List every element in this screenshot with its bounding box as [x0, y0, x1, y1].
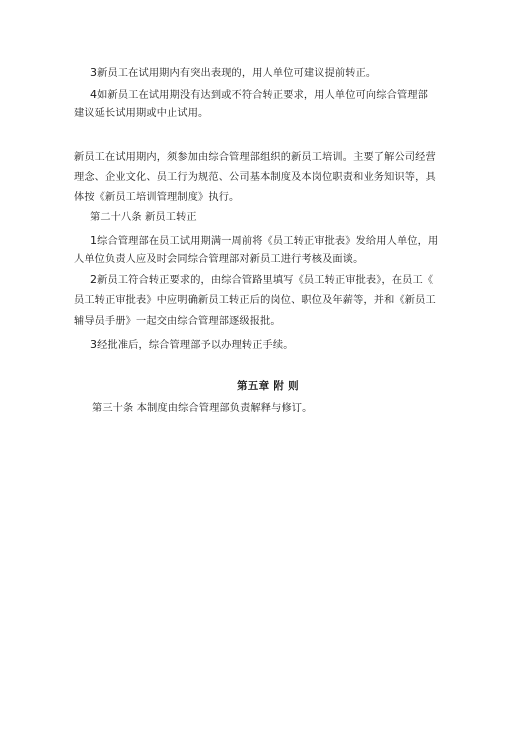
- a28-item-2-number: 2: [90, 273, 98, 286]
- article-30-text: 第三十条 本制度由综合管理部负责解释与修订。: [92, 403, 313, 414]
- a28-item-2-line-3: 辅导员手册》一起交由综合管理部逐级报批。: [74, 316, 281, 327]
- item-3-line: [90, 66, 376, 81]
- training-line-3: 体按《新员工培训管理制度》执行。: [74, 192, 240, 203]
- item-3-number: 3: [90, 66, 98, 79]
- item-4-number: 4: [90, 88, 98, 101]
- item-4-line-1: [90, 88, 428, 103]
- training-line-2: 理念、企业文化、员工行为规范、公司基本制度及本岗位职责和业务知识等，具: [74, 172, 436, 183]
- a28-item-3-line: [90, 338, 294, 353]
- a28-item-2-line-2: 员工转正审批表》中应明确新员工转正后的岗位、职位及年薪等，并和《新员工: [74, 295, 436, 306]
- a28-item-3-text: 经批准后，综合管理部予以办理转正手续。: [97, 340, 294, 351]
- item-4-text-1: 如新员工在试用期没有达到或不符合转正要求，用人单位可向综合管理部: [97, 90, 428, 101]
- a28-item-1-line-1: [90, 234, 438, 249]
- a28-item-1-number: 1: [90, 234, 98, 247]
- a28-item-2-line-1: [90, 273, 433, 288]
- a28-item-1-line-2: 人单位负责人应及时会同综合管理部对新员工进行考核及面谈。: [74, 254, 364, 265]
- a28-item-2-text-1: 新员工符合转正要求的，由综合管路里填写《员工转正审批表》，在员工《: [97, 275, 434, 286]
- item-4-line-2: 建议延长试用期或中止试用。: [74, 108, 209, 119]
- a28-item-1-text-1: 综合管理部在员工试用期满一周前将《员工转正审批表》发给用人单位，用: [97, 236, 439, 247]
- chapter-5-title: 第五章 附 则: [237, 380, 299, 392]
- a28-item-3-number: 3: [90, 338, 98, 351]
- item-3-text: 新员工在试用期内有突出表现的，用人单位可建议提前转正。: [97, 68, 377, 79]
- article-28-heading: 第二十八条 新员工转正: [90, 212, 197, 223]
- training-line-1: 新员工在试用期内，须参加由综合管理部组织的新员工培训。主要了解公司经营: [74, 152, 436, 163]
